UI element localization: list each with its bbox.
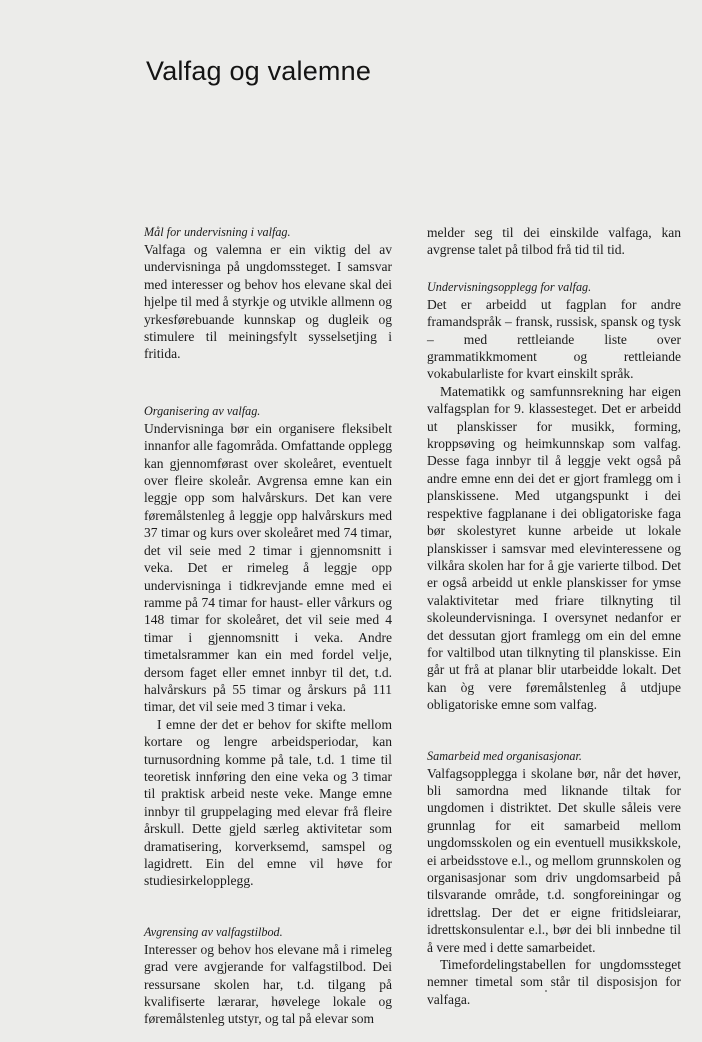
paragraph: melder seg til dei einskilde valfaga, kan avgrense talet på tilbod frå tid til tid. (427, 225, 681, 258)
section-heading: Avgrensing av valfagstilbod. (144, 924, 283, 939)
section-maal (144, 224, 392, 363)
left-column (144, 224, 392, 1028)
section-undervisningsopplegg (427, 279, 681, 714)
section-avgrensing (144, 924, 392, 1028)
paragraph: Matematikk og samfunnsrekning har eigen valfagsplan for 9. klassesteget. Det er arbeidd ut planskisser for musikk, forming, kroppsøving og heimkunnskap som valfag. Desse faga innbyr til å leggje vekt også på andre emne enn dei det er gjort framlegg om i planskissene. Med utgangspunkt i dei respektive fagplanane i dei obligatoriske faga bør skolestyret kunne arbeide ut lokale planskisser i samsvar med elevinteressene og vilkåra skolen har for å gje varierte tilbod. Det er også arbeidd ut enkle planskisser for ymse valaktivitetar med friare tilknyting til skoleundervisninga. I oversynet nedanfor er det dessutan gjort framlegg om ein del emne for valtilbod utan tilknyting til planskisse. Ein går ut frå at planar blir utarbeidde lokalt. Det kan òg vere føremålstenleg å utdjupe obligatoriske emne som valfag. (427, 383, 681, 713)
page-title: Valfag og valemne (146, 56, 372, 86)
paragraph: Det er arbeidd ut fagplan for andre framandspråk – fransk, russisk, spansk og tysk – med rettleiande liste over grammatikkmoment og rettleiande vokabularliste for kvart einskilt språk. (427, 296, 681, 382)
section-heading: Samarbeid med organisasjonar. (427, 748, 582, 763)
paragraph: I emne der det er behov for skifte mellom kortare og lengre arbeidsperiodar, kan turnusordning komme på tale, t.d. 1 time til teoretisk innføring den eine veka og 3 timar til praktisk arbeid neste veke. Mange emne innbyr til gruppelaging med elevar frå fleire årskull. Dette gjeld særleg aktivitetar som dramatisering, korverksemd, samspel og lagidrett. Ein del emne vil høve for studiesirkelopplegg. (144, 716, 392, 889)
section-organisering (144, 403, 392, 890)
section-samarbeid (427, 748, 681, 1009)
section-continuation (427, 224, 681, 259)
paragraph: Timefordelingstabellen for ungdomssteget nemner timetal som står til disposisjon for valfaga. (427, 957, 681, 1007)
scan-speck (545, 990, 547, 992)
section-heading: Undervisningsopplegg for valfag. (427, 279, 592, 294)
paragraph: Undervisninga bør ein organisere fleksibelt innanfor alle fagområda. Omfattande opplegg kan gjennomførast over skoleåret, eventuelt over fleire skoleår. Avgrensa emne kan ein leggje opp som halvårskurs. Det kan vere føremålstenleg å leggje opp halvårskurs med 37 timar og kurs over skoleåret med 74 timar, det vil seie med 2 timar i gjennomsnitt i veka. Det er rimeleg å leggje opp undervisninga i tidkrevjande emne med ei ramme på 74 timar for haust- eller vårkurs og 148 timar for skoleåret, det vil seie med 4 timar i gjennomsnitt i veka. Andre timetalsrammer kan ein med fordel velje, dersom faget eller emnet innbyr til det, t.d. halvårskurs på 55 timar og årskurs på 111 timar, det vil seie med 3 timar i veka. (144, 420, 392, 715)
paragraph: Valfagsopplegga i skolane bør, når det høver, bli samordna med liknande tiltak for ungdomen i distriktet. Det skulle såleis vere grunnlag for eit samarbeid mellom ungdomsskolen og ein eventuell musikkskole, ei arbeidsstove e.l., og mellom grunnskolen og organisasjonar som driv ungdomsarbeid på tilsvarande område, t.d. songforeiningar og idrettslag. Der det er eigne fritidsleiarar, idrettskonsulentar e.l., bør dei bli innbedne til å vere med i dette samarbeidet. (427, 765, 681, 955)
section-heading: Organisering av valfag. (144, 403, 261, 418)
section-heading: Mål for undervisning i valfag. (144, 225, 291, 239)
right-column (427, 224, 681, 1008)
paragraph: Interesser og behov hos elevane må i rimeleg grad vere avgjerande for valfagstilbod. Dei ressursane skolen har, t.d. tilgang på kvalifiserte lærarar, høvelege lokale og føremålstenleg utstyr, og tal på elevar som (144, 941, 392, 1027)
paragraph: Valfaga og valemna er ein viktig del av undervisninga på ungdomssteget. I samsvar med interesser og behov hos elevane skal dei hjelpe til med å styrkje og utvikle allmenn og yrkesførebuande kunnskap og dugleik og stimulere til meiningsfylt sysselsetjing i fritida. (144, 242, 392, 362)
